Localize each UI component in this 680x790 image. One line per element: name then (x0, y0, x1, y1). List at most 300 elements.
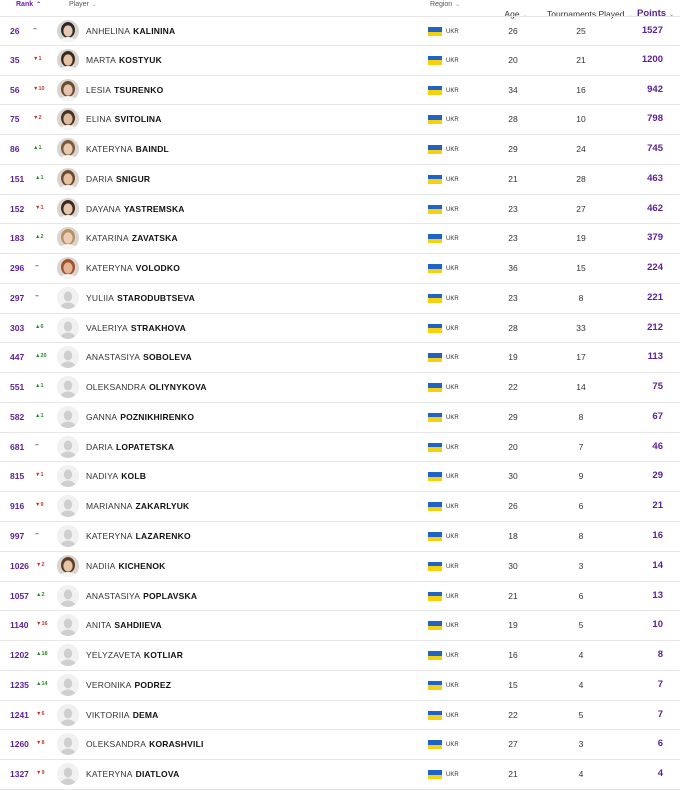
player-name-link[interactable] (86, 105, 162, 133)
table-row[interactable] (0, 76, 680, 106)
rankings-table-body (0, 16, 680, 790)
rank-number: 551 (10, 382, 25, 393)
avatar (57, 138, 79, 160)
last-name: DIATLOVA (135, 769, 180, 780)
avatar (57, 376, 79, 398)
ukraine-flag-icon (428, 353, 442, 362)
rank-number: 35 (10, 54, 20, 65)
table-header (0, 0, 680, 19)
country-code: UKR (446, 623, 459, 630)
tournaments-header-label: Tournaments Played (547, 9, 625, 19)
avatar (57, 79, 79, 101)
sort-region-header[interactable] (430, 1, 460, 8)
avatar (57, 20, 79, 42)
rank-movement: ▼1 (35, 204, 44, 211)
rank-movement: ▼6 (36, 710, 45, 717)
table-row[interactable] (0, 135, 680, 165)
player-name-link[interactable] (86, 701, 159, 729)
points-value: 224 (647, 262, 663, 274)
country-code: UKR (446, 117, 459, 124)
last-name: SNIGUR (115, 173, 151, 184)
last-name: SVITOLINA (114, 114, 162, 125)
first-name: NADIYA (86, 471, 119, 482)
rank-number: 1140 (10, 620, 29, 631)
ukraine-flag-icon (428, 562, 442, 571)
player-name-link[interactable] (86, 462, 146, 490)
rank-movement: ▲6 (35, 323, 44, 330)
table-row[interactable] (0, 314, 680, 344)
ukraine-flag-icon (428, 681, 442, 690)
last-name: BAINDL (135, 144, 169, 155)
ukraine-flag-icon (428, 621, 442, 630)
avatar (57, 168, 79, 190)
rank-number: 86 (10, 144, 20, 155)
last-name: POPLAVSKA (143, 590, 198, 601)
rank-number: 1026 (10, 560, 29, 571)
first-name: VERONIKA (86, 679, 132, 690)
age-value: 20 (508, 441, 518, 452)
player-name-link[interactable] (86, 284, 195, 312)
country-code: UKR (446, 563, 459, 570)
first-name: ANHELINA (86, 26, 131, 36)
age-value: 30 (508, 560, 518, 571)
player-name-link[interactable] (86, 46, 162, 74)
last-name: KICHENOK (118, 560, 166, 571)
points-value: 21 (652, 500, 663, 512)
avatar (57, 257, 79, 279)
ukraine-flag-icon (428, 234, 442, 243)
rank-number: 582 (10, 411, 25, 422)
first-name: OLEKSANDRA (86, 739, 147, 750)
last-name: SOBOLEVA (143, 352, 192, 363)
country-code: UKR (446, 712, 459, 719)
rank-number: 56 (10, 84, 20, 95)
player-header-label: Player (69, 1, 89, 8)
rank-movement: ▼9 (35, 502, 44, 509)
table-row[interactable] (0, 522, 680, 552)
rank-movement: – (33, 26, 37, 33)
age-value: 28 (508, 322, 518, 333)
player-name-link[interactable] (86, 582, 197, 610)
ukraine-flag-icon (428, 175, 442, 184)
ukraine-flag-icon (428, 383, 442, 392)
tournaments-played-value: 17 (576, 352, 586, 363)
tournaments-played-value: 24 (576, 144, 586, 155)
first-name: GANNA (86, 411, 118, 422)
points-value: 29 (652, 470, 663, 482)
last-name: VOLODKO (135, 263, 181, 274)
table-row[interactable] (0, 165, 680, 195)
first-name: LESIA (86, 84, 112, 95)
ukraine-flag-icon (428, 56, 442, 65)
points-value: 10 (652, 619, 663, 631)
age-value: 22 (508, 709, 518, 720)
country-code: UKR (446, 206, 459, 213)
chevron-down-icon: ⌄ (669, 12, 675, 18)
last-name: POZNIKHIRENKO (120, 411, 195, 422)
points-value: 221 (647, 291, 663, 303)
points-value: 75 (652, 381, 663, 393)
country-code: UKR (446, 355, 459, 362)
player-name-link[interactable] (86, 433, 174, 461)
player-name-link[interactable] (86, 760, 179, 788)
age-value: 28 (508, 114, 518, 125)
table-row[interactable] (0, 284, 680, 314)
first-name: KATARINA (86, 233, 129, 244)
tournaments-played-value: 8 (578, 411, 584, 422)
chevron-down-icon: ⌄ (522, 13, 528, 19)
avatar (57, 227, 79, 249)
table-row[interactable] (0, 433, 680, 463)
ukraine-flag-icon (428, 532, 442, 541)
country-code: UKR (446, 236, 459, 243)
age-value: 26 (508, 501, 518, 512)
rank-movement: ▼1 (33, 55, 42, 62)
chevron-down-icon: ⌄ (627, 13, 633, 19)
last-name: PODREZ (134, 679, 172, 690)
player-name-link[interactable] (86, 195, 185, 223)
rank-number: 297 (10, 292, 25, 303)
table-row[interactable] (0, 552, 680, 582)
points-value: 113 (647, 351, 663, 363)
chevron-down-icon: ⌄ (91, 2, 97, 8)
table-row[interactable] (0, 611, 680, 641)
first-name: KATERYNA (86, 144, 133, 155)
table-row[interactable] (0, 641, 680, 671)
ukraine-flag-icon (428, 86, 442, 95)
table-row[interactable] (0, 224, 680, 254)
points-value: 67 (652, 410, 663, 422)
table-row[interactable] (0, 701, 680, 731)
rank-movement: ▲2 (35, 234, 44, 241)
points-value: 745 (647, 143, 663, 155)
rank-movement: ▼2 (33, 115, 42, 122)
country-code: UKR (446, 772, 459, 779)
age-value: 21 (508, 769, 518, 780)
tournaments-played-value: 33 (576, 322, 586, 333)
ukraine-flag-icon (428, 294, 442, 303)
first-name: ELINA (86, 114, 112, 125)
sort-rank-header[interactable] (16, 1, 41, 8)
country-code: UKR (446, 87, 459, 94)
table-row[interactable] (0, 671, 680, 701)
avatar (57, 108, 79, 130)
table-row[interactable] (0, 46, 680, 76)
points-value: 1200 (641, 53, 663, 65)
points-value: 942 (647, 83, 663, 95)
first-name: DARIA (86, 173, 113, 184)
table-row[interactable] (0, 195, 680, 225)
player-name-link[interactable] (86, 641, 183, 669)
points-value: 379 (647, 232, 663, 244)
points-value: 1527 (641, 25, 663, 36)
country-code: UKR (446, 57, 459, 64)
table-row[interactable] (0, 16, 680, 46)
points-value: 8 (657, 649, 663, 661)
tournaments-played-value: 25 (576, 26, 586, 36)
rank-number: 916 (10, 501, 25, 512)
country-code: UKR (446, 444, 459, 451)
ukraine-flag-icon (428, 205, 442, 214)
rank-number: 815 (10, 471, 25, 482)
tournaments-played-value: 9 (578, 471, 584, 482)
first-name: ANASTASIYA (86, 352, 141, 363)
country-code: UKR (446, 534, 459, 541)
first-name: OLEKSANDRA (86, 382, 147, 393)
avatar (57, 733, 79, 755)
sort-player-header[interactable] (69, 1, 97, 8)
tournaments-played-value: 8 (578, 292, 584, 303)
avatar (57, 763, 79, 785)
tournaments-played-value: 19 (576, 233, 586, 244)
first-name: NADIIA (86, 560, 116, 571)
ukraine-flag-icon (428, 115, 442, 124)
table-row[interactable] (0, 373, 680, 403)
age-value: 23 (508, 203, 518, 214)
rank-movement: ▼2 (36, 561, 45, 568)
first-name: ANASTASIYA (86, 590, 141, 601)
player-name-link[interactable] (86, 611, 162, 639)
avatar (57, 555, 79, 577)
table-row[interactable] (0, 760, 680, 790)
rank-movement: ▲2 (36, 591, 45, 598)
rank-movement: ▼8 (36, 740, 45, 747)
rank-header-label: Rank (16, 1, 34, 8)
player-name-link[interactable] (86, 492, 189, 520)
player-name-link[interactable] (86, 17, 175, 45)
player-name-link[interactable] (86, 403, 194, 431)
first-name: KATERYNA (86, 769, 133, 780)
rank-number: 75 (10, 114, 20, 125)
tournaments-played-value: 4 (578, 769, 584, 780)
ukraine-flag-icon (428, 27, 442, 36)
last-name: KOSTYUK (118, 54, 162, 65)
first-name: YELYZAVETA (86, 650, 141, 661)
player-name-link[interactable] (86, 165, 150, 193)
avatar (57, 495, 79, 517)
avatar (57, 585, 79, 607)
rank-movement: ▲1 (35, 383, 44, 390)
rank-movement: ▼9 (36, 770, 45, 777)
avatar (57, 704, 79, 726)
last-name: KOLB (121, 471, 147, 482)
ukraine-flag-icon (428, 145, 442, 154)
age-value: 15 (508, 679, 518, 690)
last-name: ZAVATSKA (131, 233, 178, 244)
rank-movement: ▲18 (36, 651, 48, 658)
table-row[interactable] (0, 462, 680, 492)
player-name-link[interactable] (86, 730, 204, 758)
rank-number: 1235 (10, 679, 29, 690)
tournaments-played-value: 27 (576, 203, 586, 214)
rank-number: 1260 (10, 739, 29, 750)
tournaments-played-value: 28 (576, 173, 586, 184)
age-value: 36 (508, 263, 518, 274)
age-value: 22 (508, 382, 518, 393)
rank-movement: ▲20 (35, 353, 47, 360)
country-code: UKR (446, 474, 459, 481)
first-name: MARTA (86, 54, 116, 65)
rank-number: 151 (10, 173, 25, 184)
rank-movement: – (35, 263, 39, 271)
player-name-link[interactable] (86, 314, 186, 342)
last-name: KOTLIAR (143, 650, 184, 661)
last-name: KORASHVILI (149, 739, 204, 750)
avatar (57, 525, 79, 547)
points-value: 16 (652, 530, 663, 542)
ukraine-flag-icon (428, 651, 442, 660)
last-name: SAHDIIEVA (114, 620, 162, 631)
tournaments-played-value: 6 (578, 590, 584, 601)
tournaments-played-value: 4 (578, 650, 584, 661)
avatar (57, 346, 79, 368)
rank-movement: – (35, 441, 39, 449)
avatar (57, 674, 79, 696)
points-value: 7 (657, 708, 663, 720)
avatar (57, 317, 79, 339)
tournaments-played-value: 15 (576, 263, 586, 274)
country-code: UKR (446, 742, 459, 749)
rank-number: 1057 (10, 590, 29, 601)
rank-movement: – (35, 292, 39, 300)
country-code: UKR (446, 593, 459, 600)
tournaments-played-value: 6 (578, 501, 584, 512)
rank-movement: ▲1 (35, 412, 44, 419)
table-row[interactable] (0, 730, 680, 760)
avatar (57, 287, 79, 309)
first-name: DARIA (86, 441, 113, 452)
last-name: OLIYNYKOVA (149, 382, 207, 393)
points-value: 462 (647, 202, 663, 214)
age-value: 21 (508, 590, 518, 601)
rank-number: 152 (10, 203, 25, 214)
last-name: YASTREMSKA (123, 203, 185, 214)
tournaments-played-value: 10 (576, 114, 586, 125)
table-row[interactable] (0, 343, 680, 373)
player-name-link[interactable] (86, 552, 165, 580)
ukraine-flag-icon (428, 264, 442, 273)
rank-number: 681 (10, 441, 25, 452)
age-value: 29 (508, 411, 518, 422)
player-name-link[interactable] (86, 373, 207, 401)
ukraine-flag-icon (428, 740, 442, 749)
tournaments-played-value: 14 (576, 382, 586, 393)
rank-number: 183 (10, 233, 25, 244)
player-name-link[interactable] (86, 135, 169, 163)
tournaments-played-value: 7 (578, 441, 584, 452)
tournaments-played-value: 3 (578, 739, 584, 750)
age-value: 19 (508, 620, 518, 631)
table-row[interactable] (0, 105, 680, 135)
avatar (57, 644, 79, 666)
ukraine-flag-icon (428, 502, 442, 511)
avatar (57, 436, 79, 458)
first-name: VALERIYA (86, 322, 128, 333)
rank-number: 303 (10, 322, 25, 333)
tournaments-played-value: 4 (578, 679, 584, 690)
points-value: 212 (647, 321, 663, 333)
tournaments-played-value: 16 (576, 84, 586, 95)
avatar (57, 406, 79, 428)
last-name: LAZARENKO (135, 531, 191, 542)
chevron-up-icon: ⌃ (36, 2, 42, 8)
first-name: KATERYNA (86, 531, 133, 542)
last-name: ZAKARLYUK (135, 501, 190, 512)
country-code: UKR (446, 147, 459, 154)
points-value: 798 (647, 113, 663, 125)
first-name: DAYANA (86, 203, 121, 214)
tournaments-played-value: 8 (578, 531, 584, 542)
tournaments-played-value: 21 (576, 54, 586, 65)
rank-number: 1241 (10, 709, 29, 720)
country-code: UKR (446, 295, 459, 302)
age-value: 30 (508, 471, 518, 482)
tournaments-played-value: 5 (578, 620, 584, 631)
country-code: UKR (446, 682, 459, 689)
rank-movement: ▼1 (35, 472, 44, 479)
age-value: 34 (508, 84, 518, 95)
player-name-link[interactable] (86, 343, 192, 371)
player-name-link[interactable] (86, 76, 163, 104)
age-value: 23 (508, 292, 518, 303)
ukraine-flag-icon (428, 443, 442, 452)
country-code: UKR (446, 266, 459, 273)
age-value: 16 (508, 650, 518, 661)
first-name: YULIIA (86, 292, 115, 303)
age-value: 19 (508, 352, 518, 363)
ukraine-flag-icon (428, 592, 442, 601)
age-value: 20 (508, 54, 518, 65)
points-value: 13 (652, 589, 663, 601)
table-row[interactable] (0, 403, 680, 433)
points-value: 46 (652, 440, 663, 452)
rank-number: 997 (10, 531, 25, 542)
player-name-link[interactable] (86, 671, 171, 699)
region-header-label: Region (430, 1, 453, 8)
first-name: VIKTORIIA (86, 709, 130, 720)
country-code: UKR (446, 653, 459, 660)
points-value: 4 (657, 768, 663, 780)
table-row[interactable] (0, 492, 680, 522)
points-header-label: Points (637, 8, 667, 19)
rank-movement: – (35, 531, 39, 539)
rank-number: 1202 (10, 650, 29, 661)
country-code: UKR (446, 385, 459, 392)
rank-number: 447 (10, 352, 25, 363)
rank-number: 296 (10, 263, 25, 274)
rank-movement: ▲14 (36, 680, 48, 687)
player-name-link[interactable] (86, 254, 180, 282)
ukraine-flag-icon (428, 472, 442, 481)
player-name-link[interactable] (86, 224, 178, 252)
age-value: 18 (508, 531, 518, 542)
first-name: ANITA (86, 620, 112, 631)
last-name: DEMA (132, 709, 159, 720)
points-value: 14 (652, 559, 663, 571)
country-code: UKR (446, 176, 459, 183)
avatar (57, 198, 79, 220)
points-value: 7 (657, 678, 663, 690)
player-name-link[interactable] (86, 522, 191, 550)
rank-movement: ▼10 (33, 85, 45, 92)
country-code: UKR (446, 29, 459, 35)
last-name: STARODUBTSEVA (117, 292, 195, 303)
avatar (57, 49, 79, 71)
country-code: UKR (446, 504, 459, 511)
table-row[interactable] (0, 582, 680, 612)
table-row[interactable] (0, 254, 680, 284)
tournaments-played-value: 3 (578, 560, 584, 571)
